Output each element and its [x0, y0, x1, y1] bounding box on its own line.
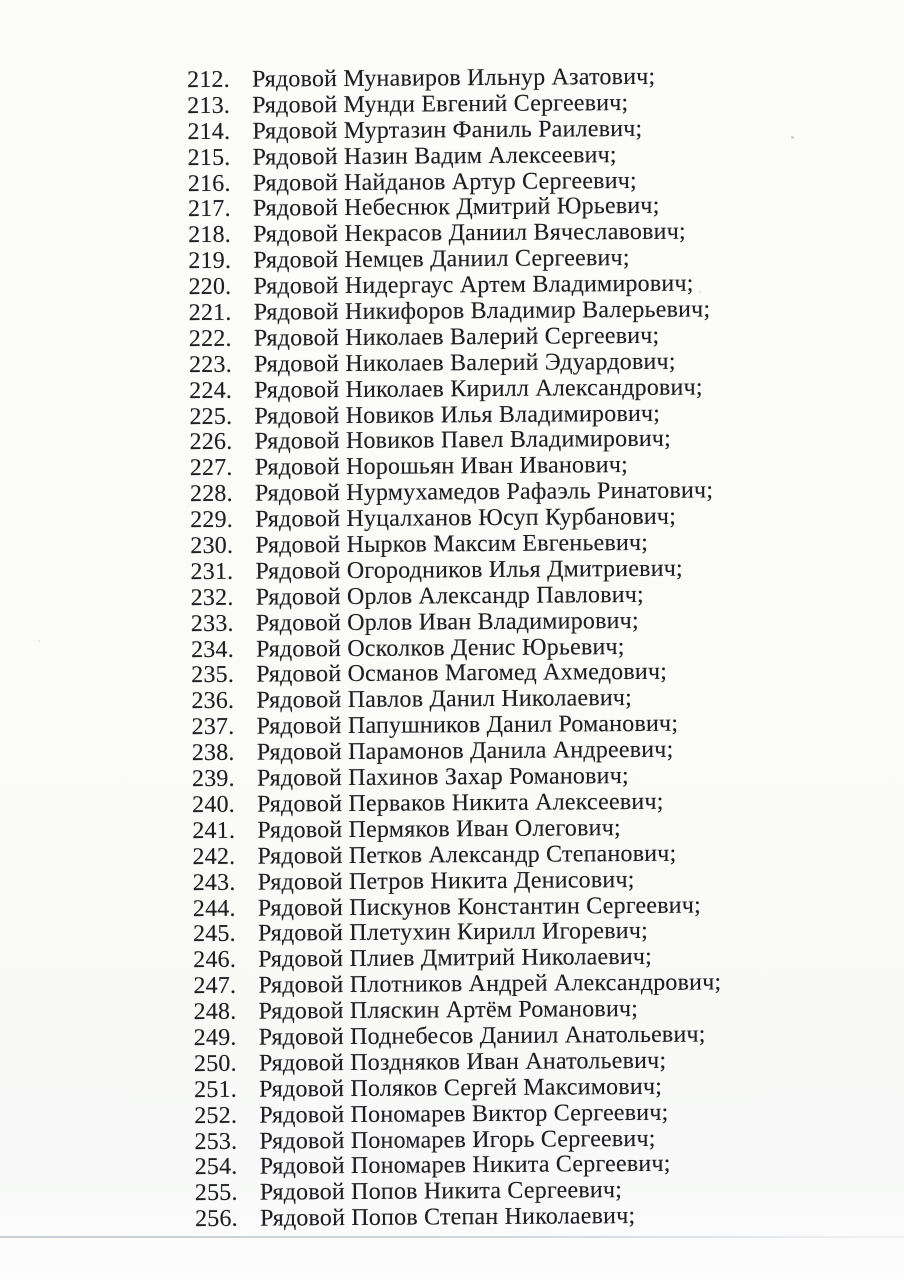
roster-row-text: Рядовой Османов Магомед Ахмедович; [256, 659, 668, 689]
scan-artifact-line [0, 1236, 904, 1238]
roster-row-text: Рядовой Огородников Илья Дмитриевич; [255, 555, 683, 585]
roster-row-number: 255. [194, 1180, 238, 1207]
roster-row-number: 233. [190, 610, 234, 637]
roster-row-text: Рядовой Попов Никита Сергеевич; [259, 1177, 623, 1206]
roster-row-number: 220. [188, 273, 232, 301]
roster-row-text: Рядовой Павлов Данил Николаевич; [256, 685, 633, 714]
roster-row-text: Рядовой Нурмухамедов Рафаэль Ринатович; [254, 477, 714, 507]
roster-row-number: 222. [188, 325, 232, 352]
roster-row-text: Рядовой Нидергаус Артем Владимирович; [253, 270, 694, 300]
roster-row-text: Рядовой Осколков Денис Юрьевич; [255, 633, 625, 663]
roster-row-text: Рядовой Новиков Илья Владимирович; [254, 400, 661, 430]
roster-row-text: Рядовой Нырков Максим Евгеньевич; [255, 529, 649, 559]
roster-row-text: Рядовой Николаев Валерий Сергеевич; [253, 322, 660, 352]
roster-row-number: 231. [190, 558, 234, 586]
roster-row-text: Рядовой Муртазин Фаниль Раилевич; [252, 115, 643, 145]
roster-row-text: Рядовой Плиев Дмитрий Николаевич; [258, 944, 653, 973]
roster-row-text: Рядовой Некрасов Даниил Вячеславович; [253, 218, 686, 248]
roster-row-number: 212. [186, 66, 230, 94]
roster-row-number: 242. [192, 843, 236, 870]
roster-row-text: Рядовой Назин Вадим Алексеевич; [252, 141, 617, 171]
roster-row-number: 245. [192, 921, 236, 948]
scan-noise-speck [791, 136, 794, 139]
roster-row-number: 224. [189, 377, 233, 404]
roster-row-number: 229. [190, 506, 234, 534]
roster-row-number: 247. [193, 972, 237, 1000]
roster-row [195, 1202, 904, 1233]
roster-row-text: Рядовой Орлов Александр Павлович; [255, 581, 644, 611]
roster-row-number: 214. [187, 118, 231, 145]
roster-row-text: Рядовой Мунавиров Ильнур Азатович; [251, 63, 656, 93]
roster-row-text: Рядовой Норошьян Иван Иванович; [254, 452, 629, 481]
roster-row-text: Рядовой Петков Александр Степанович; [257, 840, 677, 870]
roster-row-text: Рядовой Найданов Артур Сергеевич; [252, 167, 637, 197]
roster-row-text: Рядовой Парамонов Данила Андреевич; [256, 736, 674, 766]
roster-row-number: 249. [193, 1024, 237, 1052]
roster-row-text: Рядовой Небеснюк Дмитрий Юрьевич; [252, 193, 660, 223]
roster-row-number: 230. [190, 532, 234, 560]
roster-row-text: Рядовой Папушников Данил Романович; [256, 710, 679, 740]
roster-row-text: Рядовой Попов Степан Николаевич; [259, 1203, 636, 1232]
roster-row-number: 236. [191, 688, 235, 715]
roster-row-number: 239. [191, 765, 235, 793]
roster-row-number: 241. [192, 817, 236, 844]
roster-row-number: 221. [188, 299, 232, 327]
roster-row-text: Рядовой Никифоров Владимир Валерьевич; [253, 296, 711, 326]
roster-row-text: Рядовой Пермяков Иван Олегович; [257, 814, 621, 844]
roster-row-text: Рядовой Николаев Валерий Эдуардович; [253, 348, 676, 378]
roster-row-number: 216. [187, 170, 231, 197]
roster-row-number: 234. [190, 636, 234, 663]
roster-row-number: 235. [191, 662, 235, 689]
roster-row-text: Рядовой Плетухин Кирилл Игоревич; [257, 918, 649, 948]
roster-row-text: Рядовой Поздняков Иван Анатольевич; [258, 1047, 667, 1077]
roster-row-text: Рядовой Немцев Даниил Сергеевич; [253, 245, 630, 274]
roster-row-number: 232. [190, 584, 234, 611]
roster-row-number: 252. [194, 1102, 238, 1129]
roster-row-text: Рядовой Плотников Андрей Александрович; [258, 969, 722, 999]
roster-row-text: Рядовой Поднебесов Даниил Анатольевич; [258, 1021, 706, 1051]
roster-row-text: Рядовой Орлов Иван Владимирович; [255, 607, 639, 637]
roster-row-number: 256. [194, 1205, 238, 1233]
scan-noise-speck [38, 640, 40, 642]
roster-row-number: 250. [193, 1050, 237, 1077]
roster-row-text: Рядовой Пахинов Захар Романович; [256, 763, 629, 792]
roster-row-number: 254. [194, 1154, 238, 1181]
scan-noise-speck [699, 291, 701, 293]
roster-row-number: 228. [189, 481, 233, 508]
roster-row-number: 225. [189, 403, 233, 430]
roster-row-number: 251. [194, 1076, 238, 1103]
roster-row-number: 246. [193, 947, 237, 974]
roster-row-text: Рядовой Петров Никита Денисович; [257, 866, 635, 896]
roster-row-text: Рядовой Пономарев Игорь Сергеевич; [259, 1125, 656, 1155]
roster-row-number: 227. [189, 455, 233, 482]
roster-row-number: 219. [188, 248, 232, 275]
roster-row-text: Рядовой Новиков Павел Владимирович; [254, 426, 672, 456]
roster-row-number: 237. [191, 714, 235, 741]
roster-row-number: 213. [187, 92, 231, 119]
roster-row-number: 218. [188, 222, 232, 249]
roster-row-number: 238. [191, 739, 235, 767]
roster-row-text: Рядовой Пономарев Никита Сергеевич; [259, 1151, 671, 1181]
roster-row-number: 223. [188, 351, 232, 378]
roster-row-text: Рядовой Пономарев Виктор Сергеевич; [259, 1099, 669, 1129]
roster-row-number: 240. [192, 791, 236, 819]
roster-row-number: 226. [189, 429, 233, 456]
roster-row-number: 243. [192, 869, 236, 896]
roster-row-text: Рядовой Мунди Евгений Сергеевич; [252, 89, 629, 119]
roster-row-number: 244. [192, 895, 236, 922]
roster-row-number: 215. [187, 144, 231, 171]
roster-row-text: Рядовой Николаев Кирилл Александрович; [254, 374, 703, 404]
roster-row-number: 217. [187, 196, 231, 223]
roster-row-text: Рядовой Нуцалханов Юсуп Курбанович; [255, 503, 677, 533]
roster-row-number: 248. [193, 998, 237, 1026]
roster-row-number: 253. [194, 1128, 238, 1155]
roster-row-text: Рядовой Перваков Никита Алексеевич; [257, 788, 664, 818]
roster-row-text: Рядовой Поляков Сергей Максимович; [259, 1073, 663, 1103]
roster-row-text: Рядовой Пляскин Артём Романович; [258, 996, 639, 1025]
roster-row-text: Рядовой Пискунов Константин Сергеевич; [257, 892, 702, 922]
